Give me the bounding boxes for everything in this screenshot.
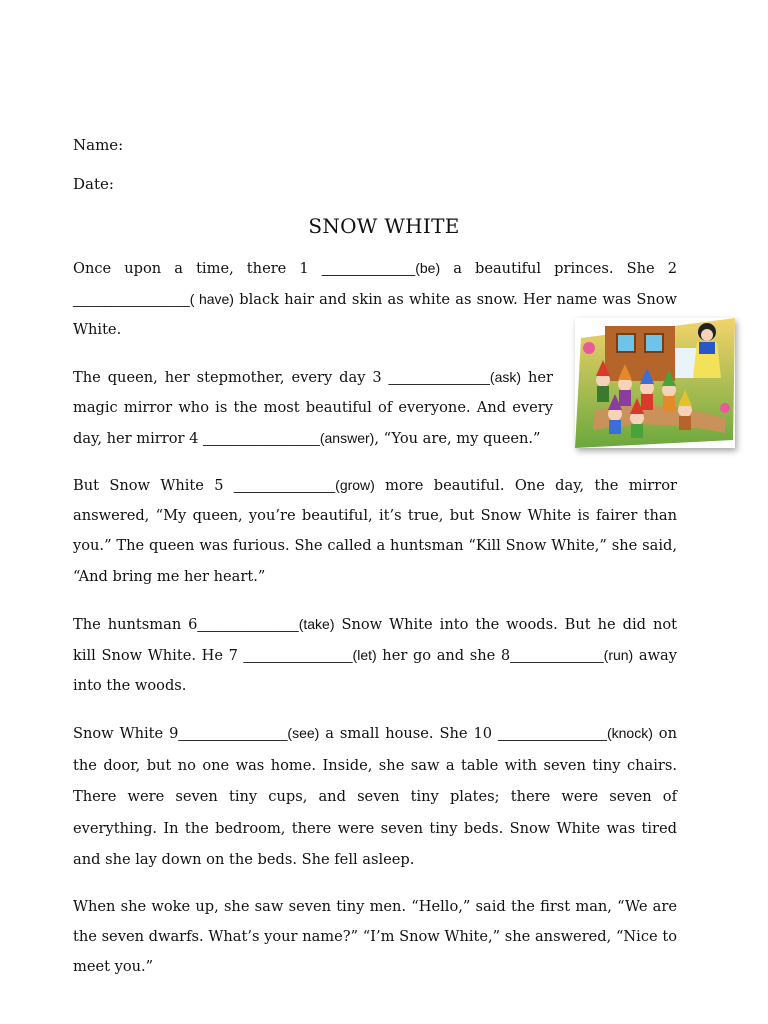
- story-text: But Snow White 5: [73, 477, 234, 494]
- story-text: her magic mirror who is the most beautiful of everyone. And every day, her mirror 4: [73, 369, 553, 448]
- verb-hint: (let): [352, 647, 377, 664]
- story-paragraph-5: [73, 718, 677, 876]
- story-paragraph-4: [73, 609, 677, 702]
- story-text: away into the woods.: [73, 647, 677, 695]
- story-text: a small house. She 10: [319, 725, 498, 742]
- name-label: Name:: [73, 136, 124, 154]
- story-text: on the door, but no one was home. Inside, she saw a table with seven tiny chairs. There were seven tiny cups, and seven tiny plates; there were seven of everything. In the bedroom, there were seven tiny beds. Snow White was tired and she lay down on the beds. She fell asleep.: [73, 725, 677, 868]
- verb-hint: (see): [287, 725, 320, 741]
- answer-blank: ______________: [178, 725, 288, 741]
- answer-blank: ____________: [510, 647, 604, 664]
- date-label: Date:: [73, 175, 114, 193]
- story-text: a beautiful princes. She 2: [440, 260, 677, 277]
- story-text: Snow White 9: [73, 725, 179, 742]
- story-text: , “You are, my queen.”: [374, 430, 541, 448]
- verb-hint: (grow): [335, 477, 375, 493]
- story-text: more beautiful. One day, the mirror answered, “My queen, you’re beautiful, it’s true, but Snow White is fairer than you.” The queen was furious. She called a huntsman “Kill Snow White,” she said, “And bring me her heart.”: [73, 477, 677, 585]
- verb-hint: (run): [603, 647, 634, 664]
- story-text: her go and she 8: [376, 647, 511, 665]
- story-text: When she woke up, she saw seven tiny men. “Hello,” said the first man, “We are the seven dwarfs. What’s your name?” “I’m Snow White,” she answered, “Nice to meet you.”: [73, 898, 677, 976]
- story-text: The queen, her stepmother, every day 3: [73, 369, 389, 386]
- story-text: black hair and skin as white as snow. Her name was Snow White.: [73, 291, 677, 339]
- answer-blank: _______________: [203, 430, 320, 447]
- story-text: Once upon a time, there 1: [73, 260, 322, 277]
- verb-hint: ( have): [189, 291, 234, 308]
- story-paragraph-2: [73, 362, 553, 455]
- story-text: The huntsman 6: [73, 616, 198, 633]
- answer-blank: ______________: [497, 725, 607, 741]
- answer-blank: ______________: [243, 647, 353, 664]
- story-text: Snow White into the woods. But he did not kill Snow White. He 7: [73, 616, 677, 665]
- verb-hint: (answer): [319, 430, 375, 447]
- answer-blank: _____________: [197, 616, 299, 632]
- verb-hint: (take): [298, 616, 335, 632]
- page-title: SNOW WHITE: [308, 214, 460, 238]
- answer-blank: _______________: [73, 291, 190, 308]
- verb-hint: (knock): [606, 725, 653, 741]
- story-paragraph-6: [73, 892, 677, 983]
- answer-blank: _____________: [233, 477, 336, 493]
- story-paragraph-3: [73, 470, 677, 592]
- verb-hint: (be): [415, 260, 441, 276]
- verb-hint: (ask): [489, 369, 522, 385]
- answer-blank: ____________: [321, 260, 416, 276]
- snow-white-dwarfs-illustration-icon: [575, 318, 735, 448]
- answer-blank: _____________: [388, 369, 490, 385]
